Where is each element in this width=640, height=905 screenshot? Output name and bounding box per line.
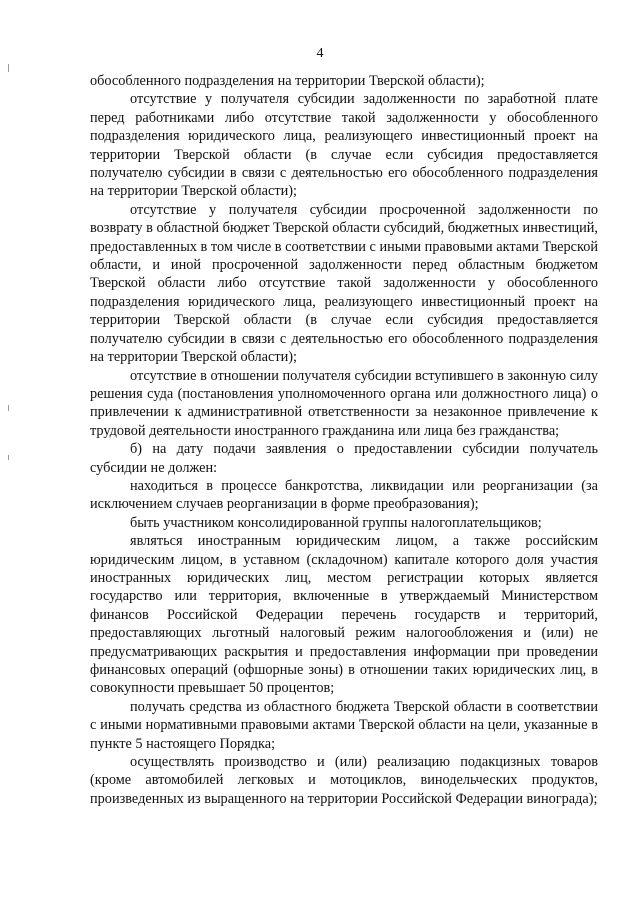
scan-margin-mark (8, 455, 9, 460)
paragraph: отсутствие у получателя субсидии просроченной задолженности по возврату в областной бюджет Тверской области субсидий, бюджетных инвестиций, предоставленных в том числе в соответствии с иными правовыми актами Тверской области, и иной просроченной задолженности перед областным бюджетом Тверской области либо отсутствие такой задолженности у обособленного подразделения юридического лица, реализующего инвестиционный проект на территории Тверской области (в случае если субсидия предоставляется получателю субсидии в связи с деятельностью его обособленного подразделения на территории Тверской области); (90, 201, 598, 366)
document-body (90, 72, 598, 808)
paragraph: быть участником консолидированной группы налогоплательщиков; (130, 514, 542, 531)
paragraph: отсутствие у получателя субсидии задолженности по заработной плате перед работниками либо отсутствие такой задолженности у обособленного подразделения юридического лица, реализующего инвестиционный проект на территории Тверской области (в случае если субсидия предоставляется получателю субсидии в связи с деятельностью его обособленного подразделения на территории Тверской области); (90, 91, 598, 200)
scan-margin-mark (8, 405, 9, 411)
paragraph: получать средства из областного бюджета Тверской области в соответствии с иными нормативными правовыми актами Тверской области на цели, указанные в пункте 5 настоящего Порядка; (90, 698, 598, 752)
scan-margin-mark (8, 64, 9, 72)
paragraph: осуществлять производство и (или) реализацию подакцизных товаров (кроме автомобилей легковых и мотоциклов, винодельческих продуктов, произведенных из выращенного на территории Российской Федерации винограда); (90, 754, 598, 807)
page-number: 4 (316, 46, 324, 61)
paragraph: являться иностранным юридическим лицом, а также российским юридическим лицом, в уставном (складочном) капитале которого доля участия иностранных юридических лиц, местом регистрации которых является государство или территория, включенные в утверждаемый Министерством финансов Российской Федерации перечень государств и территорий, предоставляющих льготный налоговый режим налогообложения и (или) не предусматривающих раскрытия и предоставления информации при проведении финансовых операций (офшорные зоны) в отношении таких юридических лиц, в совокупности превышает 50 процентов; (90, 533, 598, 697)
paragraph: находиться в процессе банкротства, ликвидации или реорганизации (за исключением случаев реорганизации в форме преобразования); (90, 477, 598, 513)
paragraph: б) на дату подачи заявления о предоставлении субсидии получатель субсидии не должен: (90, 441, 598, 476)
paragraph-continuation: обособленного подразделения на территории Тверской области); (90, 73, 485, 89)
paragraph: отсутствие в отношении получателя субсидии вступившего в законную силу решения суда (постановления уполномоченного органа или должностного лица) о привлечении к административной ответственности за незаконное привлечение к трудовой деятельности иностранного гражданина или лица без гражданства; (90, 367, 598, 439)
